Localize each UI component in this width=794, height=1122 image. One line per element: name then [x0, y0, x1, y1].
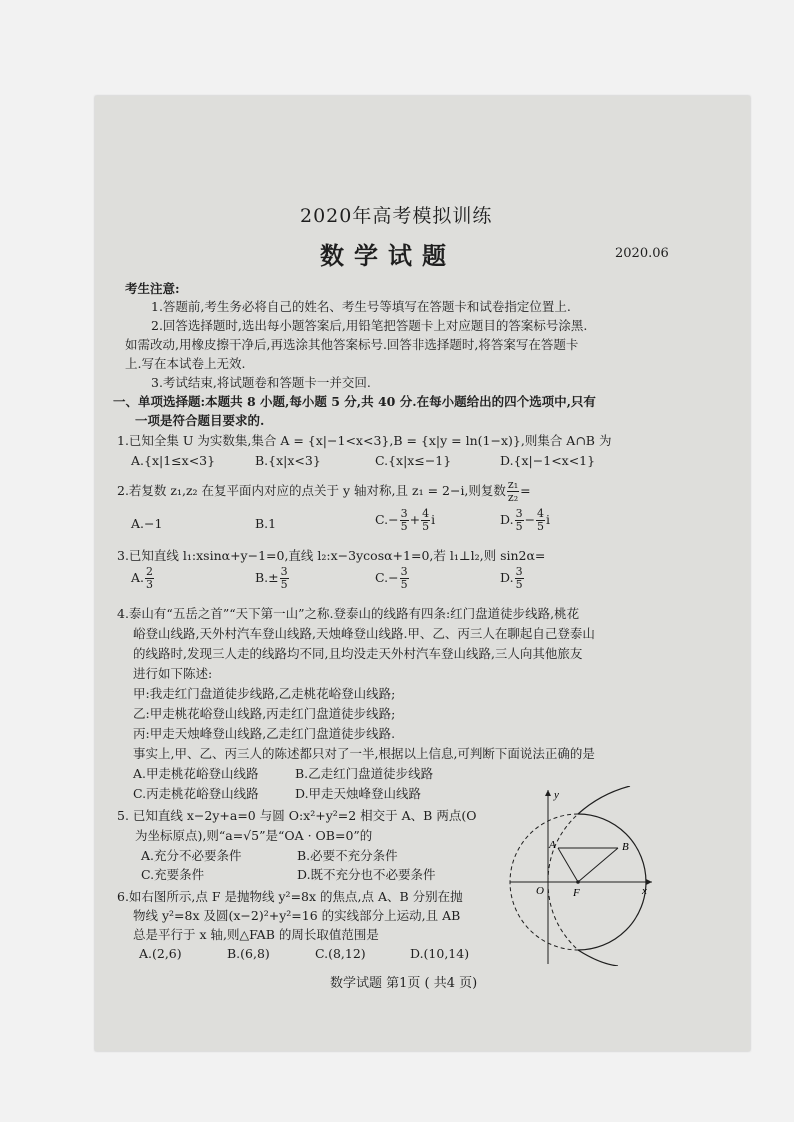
question-2-option-a: A.−1: [131, 516, 163, 531]
option-prefix: D.: [500, 570, 514, 585]
fraction: [421, 508, 430, 533]
fraction: [280, 566, 289, 591]
fraction-numerator: 2: [146, 565, 154, 578]
question-6-option-b: B.(6,8): [227, 946, 270, 961]
notice-item-2-cont: 如需改动,用橡皮擦干净后,再选涂其他答案标号.回答非选择题时,将答案写在答题卡: [125, 337, 579, 352]
option-prefix: D.: [500, 512, 514, 527]
parabola-circle-figure: [500, 786, 660, 966]
fraction-numerator: 3: [400, 565, 408, 578]
fraction-numerator: 3: [400, 507, 408, 520]
notice-item-2: 2.回答选择题时,选出每小题答案后,用铅笔把答题卡上对应题目的答案标号涂黑.: [151, 318, 588, 333]
question-4-line-4: 进行如下陈述:: [133, 666, 213, 681]
fraction-numerator: z₁: [507, 478, 519, 491]
question-6-line-3: 总是平行于 x 轴,则△FAB 的周长取值范围是: [133, 927, 379, 942]
question-2-equals: =: [520, 483, 531, 498]
question-5-option-d: D.既不充分也不必要条件: [297, 867, 436, 882]
question-3-option-c: [375, 566, 410, 591]
question-4-line-2: 峪登山线路,天外村汽车登山线路,天烛峰登山线路.甲、乙、丙三人在聊起自己登泰山: [133, 626, 595, 641]
question-4-statement-bing: 丙:甲走天烛峰登山线路,乙走红门盘道徒步线路.: [133, 726, 396, 741]
question-5-option-a: A.充分不必要条件: [141, 848, 242, 863]
section-heading: 一、单项选择题:本题共 8 小题,每小题 5 分,共 40 分.在每小题给出的四个选项中,只有: [113, 394, 596, 409]
question-2-option-b: B.1: [255, 516, 277, 531]
question-5-option-b: B.必要不充分条件: [297, 848, 398, 863]
label-b: B: [622, 841, 629, 853]
option-prefix: C.−: [375, 512, 399, 527]
fraction-denominator: 5: [422, 520, 430, 533]
fraction: [536, 508, 545, 533]
question-1-stem: 1.已知全集 U 为实数集,集合 A = {x|−1<x<3},B = {x|y = ln(1−x)},则集合 A∩B 为: [117, 433, 612, 448]
option-prefix: A.: [131, 570, 145, 585]
question-3-option-d: [500, 566, 525, 591]
question-3-option-b: [255, 566, 290, 591]
exam-date: 2020.06: [615, 246, 669, 261]
option-prefix: C.−: [375, 570, 399, 585]
fraction-denominator: 5: [515, 578, 523, 591]
label-a: A: [549, 839, 556, 851]
segment-bf: [578, 848, 618, 882]
question-6-line-1: 6.如右图所示,点 F 是抛物线 y²=8x 的焦点,点 A、B 分别在抛: [117, 889, 463, 904]
question-4-statement-jia: 甲:我走红门盘道徒步线路,乙走桃花峪登山线路;: [133, 686, 396, 701]
x-axis-arrow: [646, 879, 652, 885]
question-6-option-a: A.(2,6): [139, 946, 182, 961]
section-heading-cont: 一项是符合题目要求的.: [135, 413, 265, 428]
question-4-statement-yi: 乙:甲走桃花峪登山线路,丙走红门盘道徒步线路;: [133, 706, 396, 721]
option-prefix: B.±: [255, 570, 279, 585]
fraction: [515, 566, 524, 591]
question-5-line-2: 为坐标原点),则“a=√5”是“OA · OB=0”的: [135, 828, 373, 843]
label-x: x: [642, 885, 647, 897]
operator: −: [524, 512, 536, 527]
page-footer: 数学试题 第1页 ( 共4 页): [330, 976, 478, 991]
question-4-option-c: C.丙走桃花峪登山线路: [133, 786, 259, 801]
fraction: [145, 566, 154, 591]
question-2-stem-text: 2.若复数 z₁,z₂ 在复平面内对应的点关于 y 轴对称,且 z₁ = 2−i,则复数: [117, 483, 506, 498]
fraction-denominator: 5: [280, 578, 288, 591]
question-2-stem: [117, 479, 531, 504]
question-4-line-1: 4.泰山有“五岳之首”“天下第一山”之称.登泰山的线路有四条:红门盘道徒步线路,桃花: [117, 606, 580, 621]
label-y: y: [554, 789, 559, 801]
exam-subject-title: 数学试题: [320, 241, 456, 270]
question-4-line-8: 事实上,甲、乙、丙三人的陈述都只对了一半,根据以上信息,可判断下面说法正确的是: [133, 746, 595, 761]
question-5-line-1: 5. 已知直线 x−2y+a=0 与圆 O:x²+y²=2 相交于 A、B 两点(O: [117, 808, 477, 823]
question-4-option-b: B.乙走红门盘道徒步线路: [295, 766, 434, 781]
fraction-denominator: 5: [400, 520, 408, 533]
fraction-denominator: 5: [400, 578, 408, 591]
focus-point: [576, 880, 580, 884]
fraction-numerator: 3: [515, 507, 523, 520]
question-2-fraction: [507, 479, 519, 504]
question-1-option-d: D.{x|−1<x<1}: [500, 453, 596, 468]
question-3-option-a: [131, 566, 155, 591]
fraction-denominator: 5: [537, 520, 545, 533]
label-f: F: [573, 887, 580, 899]
question-4-line-3: 的线路时,发现三人走的线路均不同,且均没走天外村汽车登山线路,三人向其他旅友: [133, 646, 583, 661]
imaginary-unit: i: [546, 512, 551, 527]
fraction-numerator: 4: [537, 507, 545, 520]
label-origin: O: [536, 885, 544, 897]
question-2-option-c: [375, 508, 435, 533]
fraction: [400, 508, 409, 533]
question-1-option-c: C.{x|x≤−1}: [375, 453, 452, 468]
question-3-stem: 3.已知直线 l₁:xsinα+y−1=0,直线 l₂:x−3ycosα+1=0,若 l₁⊥l₂,则 sin2α=: [117, 548, 546, 563]
question-4-option-d: D.甲走天烛峰登山线路: [295, 786, 422, 801]
operator: +: [409, 512, 421, 527]
question-5-option-c: C.充要条件: [141, 867, 205, 882]
parabola-solid-upper: [578, 786, 630, 814]
fraction-denominator: 5: [515, 520, 523, 533]
question-1-option-a: A.{x|1≤x<3}: [131, 453, 216, 468]
exam-title: 2020年高考模拟训练: [300, 205, 493, 227]
notice-heading: 考生注意:: [125, 281, 180, 296]
fraction: [400, 566, 409, 591]
fraction-denominator: z₂: [507, 491, 519, 504]
notice-item-1: 1.答题前,考生务必将自己的姓名、考生号等填写在答题卡和试卷指定位置上.: [151, 299, 571, 314]
exam-sheet: [95, 96, 750, 1051]
segment-af: [558, 848, 578, 882]
question-1-option-b: B.{x|x<3}: [255, 453, 321, 468]
question-2-option-d: [500, 508, 550, 533]
fraction-numerator: 3: [515, 565, 523, 578]
question-6-option-c: C.(8,12): [315, 946, 366, 961]
y-axis-arrow: [545, 790, 551, 796]
notice-item-3: 3.考试结束,将试题卷和答题卡一并交回.: [151, 375, 371, 390]
fraction-numerator: 4: [422, 507, 430, 520]
fraction-denominator: 3: [146, 578, 154, 591]
imaginary-unit: i: [431, 512, 436, 527]
fraction-numerator: 3: [280, 565, 288, 578]
question-4-option-a: A.甲走桃花峪登山线路: [133, 766, 259, 781]
fraction: [515, 508, 524, 533]
question-6-option-d: D.(10,14): [410, 946, 470, 961]
question-6-line-2: 物线 y²=8x 及圆(x−2)²+y²=16 的实线部分上运动,且 AB: [133, 908, 461, 923]
parabola-solid-lower: [578, 950, 618, 966]
notice-item-2-end: 上.写在本试卷上无效.: [125, 356, 246, 371]
